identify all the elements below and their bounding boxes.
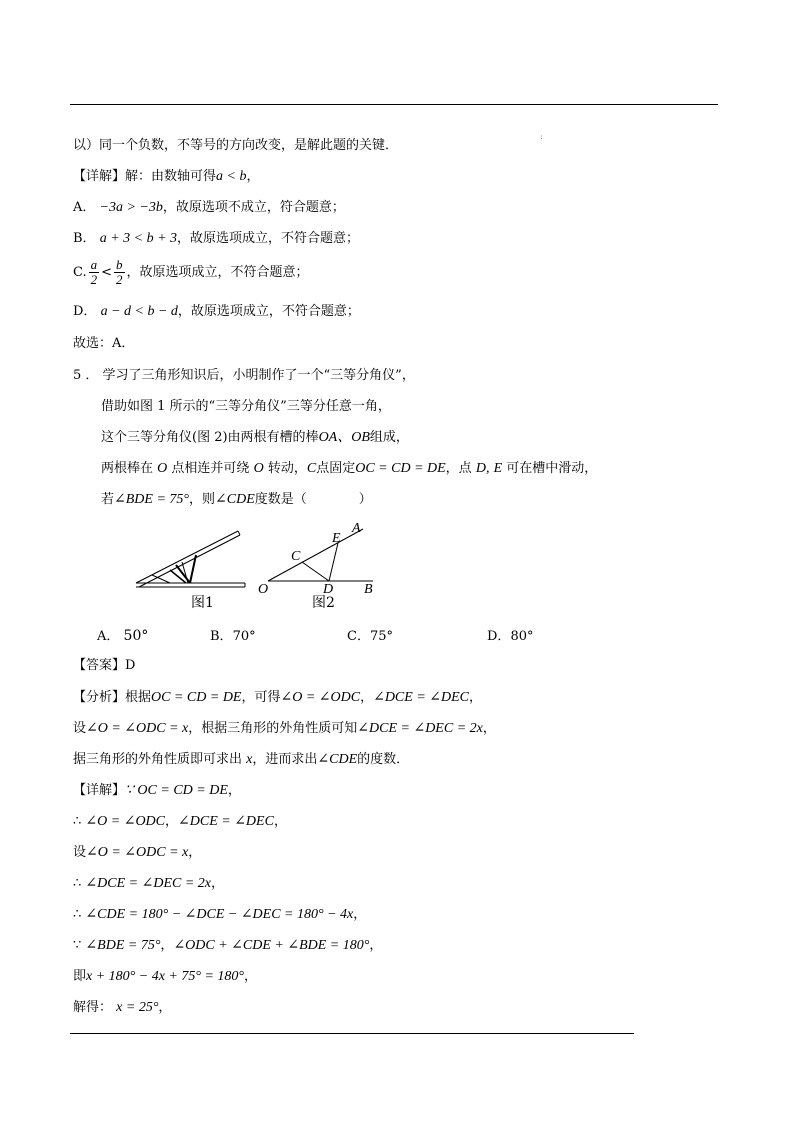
header-rule xyxy=(70,104,718,105)
question-text: 5 ． 学习了三角形知识后，小明制作了一个“三等分角仪”， xyxy=(73,368,415,383)
question-text: 可在槽中滑动， xyxy=(506,461,598,476)
point-label-d: D xyxy=(323,582,334,597)
line-text: 解得： xyxy=(73,1000,113,1015)
math: ∠ODC + ∠CDE + ∠BDE = 180° xyxy=(173,938,370,953)
question-text: 两根棒在 xyxy=(101,461,154,476)
line-text: ， xyxy=(246,169,260,184)
option-line-a xyxy=(73,199,345,217)
math: x xyxy=(246,752,253,767)
line-text: ，故原选项成立，不符合题意； xyxy=(177,304,360,319)
fraction xyxy=(89,258,100,287)
answer-value: D xyxy=(125,658,136,673)
math: x = 25° xyxy=(116,1000,159,1015)
math: ∠CDE xyxy=(317,752,358,767)
option-d xyxy=(487,625,533,644)
option-label: B． xyxy=(73,231,96,246)
question-text: 这个三等分角仪(图 2)由两根有槽的棒 xyxy=(101,430,319,445)
question-text: 若 xyxy=(101,492,115,507)
top-mark: : xyxy=(540,132,543,141)
math: D, xyxy=(475,461,490,476)
question-line xyxy=(101,460,597,478)
option-b xyxy=(210,625,256,644)
figure-2-caption xyxy=(312,594,335,612)
analysis-line xyxy=(73,689,482,707)
detail-line xyxy=(73,937,382,955)
math: −3a > −3b xyxy=(99,200,163,215)
denominator: 2 xyxy=(116,272,123,287)
question-text: ，则 xyxy=(189,492,216,507)
line-text: ， xyxy=(211,876,225,891)
math: ∠O = ∠ODC xyxy=(280,690,361,705)
option-label: A． xyxy=(97,629,120,644)
line-text: ， xyxy=(160,938,174,953)
math: ∠DCE = ∠DEC = 2x xyxy=(357,721,483,736)
line-text: ，可得 xyxy=(241,690,281,705)
figure-2-diagram xyxy=(255,515,385,600)
math: ∠BDE = 75° xyxy=(85,938,161,953)
option-label: C. xyxy=(73,265,87,280)
option-label: B． xyxy=(210,629,233,644)
math: OA、OB xyxy=(318,430,370,445)
line-text: ∴ xyxy=(73,876,82,891)
figure-caption: 图2 xyxy=(312,595,335,611)
point-label-b: B xyxy=(364,582,373,597)
line-text: ， xyxy=(353,907,367,922)
question-text: 度数是（ ） xyxy=(254,492,372,507)
analysis-tag: 【分析】 xyxy=(73,690,126,705)
line-text: 设 xyxy=(73,721,87,736)
math: ∠BDE = 75° xyxy=(114,492,190,507)
line-text: ， xyxy=(227,783,241,798)
detail-line xyxy=(73,782,241,800)
line-text: ， xyxy=(273,814,287,829)
math: ∠DCE = ∠DEC xyxy=(373,690,470,705)
detail-line xyxy=(73,999,171,1017)
footer-rule xyxy=(70,1033,634,1034)
point-label-o: O xyxy=(258,582,269,597)
line-text: ， xyxy=(165,814,179,829)
denominator: 2 xyxy=(90,272,98,287)
detail-line xyxy=(73,813,287,831)
detail-line xyxy=(73,168,260,186)
line-text: ，故原选项成立，不符合题意； xyxy=(177,231,360,246)
math: a < b xyxy=(216,169,247,184)
math: a + 3 < b + 3 xyxy=(99,231,178,246)
math: OC = CD = DE xyxy=(151,690,242,705)
question-line xyxy=(101,491,372,509)
line-text: 设 xyxy=(73,845,87,860)
numerator: b xyxy=(116,257,123,272)
numerator: a xyxy=(90,257,98,272)
line-text: 故选：A． xyxy=(73,336,135,351)
math: < xyxy=(101,265,113,280)
line-text: ， xyxy=(158,1000,172,1015)
math: OC = CD = DE xyxy=(355,461,446,476)
math: ∠O = ∠ODC = x xyxy=(86,721,189,736)
question-text: 转动， xyxy=(267,461,307,476)
option-label: C． xyxy=(347,629,370,644)
figure-caption: 图1 xyxy=(191,595,214,611)
line-text: ， xyxy=(369,938,383,953)
question-text: ，点 xyxy=(445,461,472,476)
line-text: ∴ xyxy=(73,907,82,922)
detail-tag: 【详解】 xyxy=(73,783,126,798)
option-value: 50° xyxy=(123,628,149,644)
point-label-e: E xyxy=(332,531,341,546)
option-label: A． xyxy=(73,200,96,215)
choice-line xyxy=(73,335,134,353)
question-line xyxy=(101,429,409,447)
line-text: ， xyxy=(360,690,374,705)
math: E xyxy=(493,461,503,476)
line-text: ， xyxy=(469,690,483,705)
figure-1-caption xyxy=(191,594,214,612)
option-line-c xyxy=(73,258,309,287)
answer-line xyxy=(73,657,135,675)
point-label-c: C xyxy=(291,549,301,564)
line-text: ∴ xyxy=(73,814,82,829)
option-label: D． xyxy=(487,629,511,644)
line-text: ，进而求出 xyxy=(252,752,318,767)
option-label: D． xyxy=(73,304,97,319)
line-text: ， xyxy=(244,969,258,984)
math: C xyxy=(306,461,317,476)
question-text: 组成， xyxy=(369,430,409,445)
line-text: ， xyxy=(482,721,496,736)
math: ∠CDE xyxy=(215,492,255,507)
detail-line xyxy=(73,968,257,986)
question-line xyxy=(73,367,415,385)
line-text: ，根据三角形的外角性质可知 xyxy=(188,721,358,736)
option-value: 80° xyxy=(510,629,534,644)
analysis-line xyxy=(73,720,496,738)
line-text: 解：由数轴可得 xyxy=(125,169,217,184)
math: ∠DCE = ∠DEC = 2x xyxy=(85,876,211,891)
line-text: ，故原选项不成立，符合题意； xyxy=(162,200,345,215)
detail-line xyxy=(73,906,366,924)
fraction xyxy=(114,258,125,287)
question-text: 点固定 xyxy=(316,461,356,476)
detail-line xyxy=(73,844,201,862)
line-text: 以）同一个负数，不等号的方向改变，是解此题的关键． xyxy=(73,138,399,153)
figure-1-trisector xyxy=(130,525,250,595)
option-line-b xyxy=(73,230,359,248)
line-text: ， xyxy=(188,845,202,860)
line-text: ，故原选项成立，不符合题意； xyxy=(126,265,309,280)
question-line xyxy=(101,398,391,416)
question-text: 点相连并可绕 xyxy=(171,461,250,476)
math: ∠CDE = 180° − ∠DCE − ∠DEC = 180° − 4x xyxy=(85,907,354,922)
math: a − d < b − d xyxy=(100,304,178,319)
line-text: 即 xyxy=(73,969,87,984)
detail-tag: 【详解】 xyxy=(73,169,126,184)
math: x + 180° − 4x + 75° = 180° xyxy=(86,969,245,984)
option-line-d xyxy=(73,303,360,321)
math: O xyxy=(253,461,264,476)
line-text: 根据 xyxy=(125,690,152,705)
line-text: 的度数． xyxy=(357,752,410,767)
math: ∠DCE = ∠DEC xyxy=(178,814,274,829)
math: O xyxy=(157,461,168,476)
point-label-a: A xyxy=(352,521,361,536)
line-text: ∵ xyxy=(73,938,82,953)
text-line xyxy=(73,137,398,155)
math: ∠O = ∠ODC xyxy=(85,814,165,829)
option-value: 75° xyxy=(369,629,393,644)
option-value: 70° xyxy=(232,629,256,644)
line-text: 据三角形的外角性质即可求出 xyxy=(73,752,243,767)
option-a xyxy=(97,625,148,644)
detail-line xyxy=(73,875,224,893)
math: ∵ OC = CD = DE xyxy=(125,783,228,798)
analysis-line xyxy=(73,751,409,769)
option-c xyxy=(347,625,393,644)
answer-tag: 【答案】 xyxy=(73,658,126,673)
question-text: 借助如图 1 所示的“三等分角仪”三等分任意一角， xyxy=(101,399,391,414)
math: ∠O = ∠ODC = x xyxy=(86,845,189,860)
